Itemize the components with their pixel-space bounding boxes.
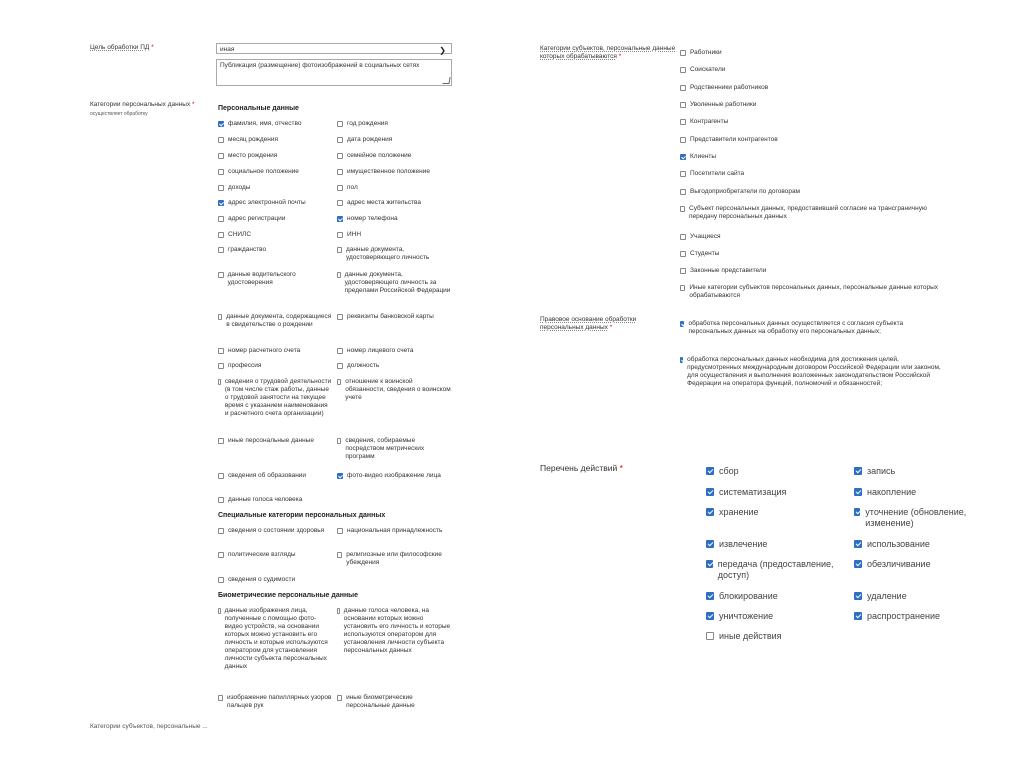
checkbox[interactable] [218, 379, 221, 385]
actions-required-mark: * [619, 463, 623, 473]
personal-item-label: социальное положение [228, 168, 299, 175]
purpose-description-text: Публикация (размещение) фотоизображений в социальных сетях [220, 62, 420, 69]
checkbox[interactable] [218, 121, 224, 127]
personal-item-3[interactable] [337, 136, 451, 144]
action-item-10[interactable] [706, 591, 836, 602]
personal-item-label: адрес электронной почты [228, 199, 306, 206]
personal-item-26[interactable] [218, 378, 332, 418]
checkbox[interactable] [854, 592, 862, 600]
checkbox[interactable] [337, 272, 341, 278]
personal-item-label: данные голоса человека [228, 496, 303, 503]
checkbox[interactable] [854, 508, 860, 516]
action-item-label: запись [867, 466, 896, 476]
subject-item-label: Уволенные работники [690, 101, 757, 108]
subject-item-3[interactable] [680, 101, 942, 109]
purpose-label-text: Цель обработки ПД [90, 44, 150, 51]
subjects-label-cutoff: Категории субъектов, персональные ... [90, 723, 208, 730]
pd-categories-sublabel: осуществляет обработку [90, 111, 148, 117]
personal-item-label: данные документа, удостоверяющего личность за пределами Российской Федерации [344, 271, 451, 294]
subject-item-label: Иные категории субъектов персональных данных, персональные данные которых обрабатываются [689, 284, 939, 299]
biometric-item-2[interactable] [218, 694, 332, 710]
subject-item-label: Представители контрагентов [690, 136, 778, 143]
checkbox[interactable] [337, 247, 342, 253]
personal-item-label: данные документа, удостоверяющего личность [345, 246, 430, 261]
checkbox[interactable] [680, 189, 686, 195]
subjects-label-text: Категории субъектов, персональные данные которых обрабатываются [540, 45, 676, 60]
subject-item-label: Студенты [690, 250, 720, 257]
subject-item-0[interactable] [680, 49, 942, 57]
checkbox[interactable] [337, 695, 342, 701]
checkbox[interactable] [218, 200, 224, 206]
checkbox[interactable] [706, 540, 714, 548]
biometric-heading: Биометрические персональные данные [218, 592, 359, 599]
subject-item-6[interactable] [680, 153, 942, 161]
special-item-label: сведения о судимости [228, 576, 296, 583]
action-item-label: обезличивание [867, 559, 931, 569]
personal-item-32[interactable] [218, 496, 332, 504]
subject-item-label: Работники [690, 49, 722, 56]
purpose-label [90, 44, 154, 52]
subjects-label [540, 45, 676, 61]
biometric-item-label: данные голоса человека, на основании которых можно установить его личность и которые используются оператором для установления личности субъекта персональных данных [343, 607, 451, 654]
special-item-4[interactable] [218, 576, 332, 584]
action-item-label: передача (предоставление, доступ) [717, 559, 834, 580]
action-item-1[interactable] [854, 466, 974, 477]
subject-item-8[interactable] [680, 188, 942, 196]
personal-item-24[interactable] [218, 362, 332, 370]
subject-item-11[interactable] [680, 250, 942, 258]
pd-categories-label [90, 101, 214, 109]
personal-item-label: семейное положение [347, 152, 412, 159]
action-item-label: использование [867, 539, 930, 549]
personal-item-18[interactable] [218, 271, 332, 287]
personal-item-4[interactable] [218, 152, 332, 160]
personal-item-label: адрес регистрации [228, 215, 286, 222]
checkbox[interactable] [680, 154, 686, 160]
checkbox[interactable] [680, 268, 686, 274]
personal-item-label: иные персональные данные [228, 437, 314, 444]
actions-label [540, 463, 623, 473]
personal-item-6[interactable] [218, 168, 332, 176]
action-item-label: извлечение [719, 539, 768, 549]
subject-item-12[interactable] [680, 267, 942, 275]
checkbox[interactable] [218, 137, 224, 143]
action-item-5[interactable] [854, 507, 974, 529]
checkbox[interactable] [337, 153, 343, 159]
checkbox[interactable] [218, 695, 223, 701]
subject-item-10[interactable] [680, 233, 942, 241]
special-item-3[interactable] [337, 551, 451, 567]
personal-item-29[interactable] [337, 437, 451, 461]
action-item-13[interactable] [854, 611, 974, 622]
personal-item-14[interactable] [218, 231, 332, 239]
checkbox[interactable] [218, 169, 224, 175]
personal-item-0[interactable] [218, 120, 332, 128]
checkbox[interactable] [680, 67, 686, 73]
checkbox[interactable] [706, 632, 714, 640]
checkbox[interactable] [680, 357, 683, 363]
subject-item-label: Учащиеся [690, 233, 721, 240]
subject-item-9[interactable] [680, 205, 942, 221]
checkbox[interactable] [680, 321, 684, 327]
subject-item-1[interactable] [680, 66, 942, 74]
checkbox[interactable] [337, 200, 343, 206]
personal-item-label: данные документа, содержащиеся в свидетельстве о рождении [226, 313, 332, 328]
checkbox[interactable] [337, 363, 343, 369]
checkbox[interactable] [337, 185, 343, 191]
personal-item-label: отношение к воинской обязанности, сведения о воинском учете [345, 378, 451, 401]
personal-item-label: реквизиты банковской карты [347, 313, 434, 320]
action-item-8[interactable] [706, 559, 836, 581]
pd-categories-required-mark: * [192, 101, 195, 108]
biometric-item-label: изображение папиллярных узоров пальцев рук [226, 694, 332, 709]
personal-item-label: год рождения [347, 120, 388, 127]
checkbox[interactable] [218, 348, 224, 354]
personal-item-11[interactable] [337, 199, 451, 207]
checkbox[interactable] [680, 85, 686, 91]
subject-item-label: Контрагенты [690, 118, 729, 125]
checkbox[interactable] [337, 348, 343, 354]
subject-item-13[interactable] [680, 284, 942, 300]
personal-item-label: пол [347, 184, 358, 191]
personal-item-30[interactable] [218, 472, 332, 480]
personal-item-7[interactable] [337, 168, 451, 176]
subject-item-label: Выгодоприобретатели по договорам [690, 188, 801, 195]
personal-item-label: имущественное положение [347, 168, 430, 175]
personal-item-15[interactable] [337, 231, 451, 239]
legal-item-label: обработка персональных данных необходима для достижения целей, предусмотренных международным договором Российской Федерации или законом, для осуществления и выполнения возложенных законодательством Российской Федерации на оператора функций, полномочий и обязанностей; [687, 356, 941, 387]
chevron-down-icon: ❯ [439, 46, 446, 55]
action-item-11[interactable] [854, 591, 974, 602]
personal-item-1[interactable] [337, 120, 451, 128]
personal-item-21[interactable] [337, 313, 451, 321]
special-categories-heading: Специальные категории персональных данных [218, 512, 386, 519]
subject-item-7[interactable] [680, 170, 942, 178]
checkbox[interactable] [680, 285, 685, 291]
checkbox[interactable] [706, 560, 713, 568]
personal-item-5[interactable] [337, 152, 451, 160]
action-item-label: удаление [867, 591, 907, 601]
action-item-label: систематизация [719, 487, 787, 497]
personal-item-label: доходы [228, 184, 251, 191]
personal-item-label: номер расчетного счета [228, 347, 301, 354]
personal-item-label: место рождения [228, 152, 278, 159]
action-item-label: блокирование [719, 591, 778, 601]
personal-item-13[interactable] [337, 215, 451, 223]
special-item-2[interactable] [218, 551, 332, 559]
checkbox[interactable] [337, 608, 340, 614]
personal-item-label: сведения об образовании [228, 472, 307, 479]
subject-item-label: Посетители сайта [690, 170, 745, 177]
checkbox[interactable] [218, 272, 224, 278]
checkbox[interactable] [337, 121, 343, 127]
personal-item-9[interactable] [337, 184, 451, 192]
checkbox[interactable] [854, 560, 862, 568]
checkbox[interactable] [218, 363, 224, 369]
checkbox[interactable] [706, 612, 714, 620]
personal-item-20[interactable] [218, 313, 332, 329]
checkbox[interactable] [706, 592, 714, 600]
personal-item-label: номер лицевого счета [347, 347, 414, 354]
checkbox[interactable] [680, 171, 686, 177]
action-item-label: накопление [867, 487, 917, 497]
personal-item-17[interactable] [337, 246, 451, 262]
checkbox[interactable] [706, 467, 714, 475]
subject-item-label: Законные представители [690, 267, 767, 274]
action-item-6[interactable] [706, 539, 836, 550]
personal-item-label: фото-видео изображение лица [347, 472, 441, 479]
action-item-0[interactable] [706, 466, 836, 477]
personal-item-12[interactable] [218, 215, 332, 223]
personal-item-label: профессия [228, 362, 262, 369]
personal-item-31[interactable] [337, 472, 451, 480]
purpose-select[interactable] [216, 43, 452, 54]
checkbox[interactable] [337, 438, 341, 444]
legal-required-mark: * [609, 324, 613, 331]
action-item-9[interactable] [854, 559, 974, 570]
personal-item-label: СНИЛС [228, 231, 252, 238]
action-item-label: иные действия [719, 631, 782, 641]
checkbox[interactable] [854, 467, 862, 475]
personal-item-19[interactable] [337, 271, 451, 295]
subject-item-5[interactable] [680, 136, 942, 144]
checkbox[interactable] [337, 473, 343, 479]
checkbox[interactable] [680, 50, 686, 56]
checkbox[interactable] [337, 314, 343, 320]
subject-item-2[interactable] [680, 84, 942, 92]
checkbox[interactable] [706, 488, 714, 496]
action-item-2[interactable] [706, 487, 836, 498]
personal-item-label: месяц рождения [228, 136, 279, 143]
special-item-1[interactable] [337, 527, 451, 535]
biometric-item-label: иные биометрические персональные данные [346, 694, 415, 709]
personal-item-label: номер телефона [347, 215, 398, 222]
action-item-12[interactable] [706, 611, 836, 622]
action-item-7[interactable] [854, 539, 974, 550]
checkbox[interactable] [218, 247, 224, 253]
checkbox[interactable] [680, 251, 686, 257]
checkbox[interactable] [337, 216, 343, 222]
personal-item-23[interactable] [337, 347, 451, 355]
biometric-item-0[interactable] [218, 607, 332, 671]
checkbox[interactable] [218, 528, 224, 534]
personal-item-label: ИНН [347, 231, 362, 238]
personal-data-heading: Персональные данные [218, 105, 299, 112]
personal-item-label: адрес места жительства [347, 199, 422, 206]
subject-item-label: Родственники работников [690, 84, 769, 91]
special-item-0[interactable] [218, 527, 332, 535]
checkbox[interactable] [337, 528, 343, 534]
personal-item-27[interactable] [337, 378, 451, 402]
personal-item-8[interactable] [218, 184, 332, 192]
personal-item-25[interactable] [337, 362, 451, 370]
resize-handle-icon[interactable] [442, 77, 450, 84]
special-item-label: национальная принадлежность [347, 527, 443, 534]
checkbox[interactable] [218, 185, 224, 191]
checkbox[interactable] [680, 102, 686, 108]
checkbox[interactable] [680, 137, 686, 143]
biometric-item-3[interactable] [337, 694, 451, 710]
checkbox[interactable] [218, 552, 224, 558]
checkbox[interactable] [218, 216, 224, 222]
checkbox[interactable] [854, 488, 862, 496]
checkbox[interactable] [337, 552, 342, 558]
checkbox[interactable] [218, 577, 224, 583]
legal-item-1[interactable] [680, 356, 942, 388]
pd-categories-label-text: Категории персональных данных [90, 101, 191, 108]
subject-item-label: Клиенты [690, 153, 717, 160]
action-item-label: сбор [719, 466, 739, 476]
checkbox[interactable] [218, 497, 224, 503]
checkbox[interactable] [337, 232, 343, 238]
subject-item-label: Соискатели [690, 66, 726, 73]
personal-item-label: фамилия, имя, отчество [228, 120, 302, 127]
purpose-select-value: иная [220, 46, 235, 53]
personal-item-2[interactable] [218, 136, 332, 144]
biometric-item-label: данные изображения лица, полученные с помощью фото-видео устройств, на основании которых можно установить его личность и которые используются оператором для установления личности субъекта персональных данных [224, 607, 328, 670]
checkbox[interactable] [218, 314, 222, 320]
legal-item-0[interactable] [680, 320, 942, 336]
checkbox[interactable] [218, 473, 224, 479]
legal-label-text: Правовое основание обработки персональных данных [540, 316, 637, 331]
checkbox[interactable] [854, 540, 862, 548]
checkbox[interactable] [337, 137, 343, 143]
special-item-label: религиозные или философские убеждения [346, 551, 442, 566]
action-item-14[interactable] [706, 631, 836, 642]
subject-item-label: Субъект персональных данных, предоставивший согласие на трансграничную передачу персональных данных [689, 205, 927, 220]
personal-item-label: данные водительского удостоверения [227, 271, 296, 286]
checkbox[interactable] [854, 612, 862, 620]
action-item-4[interactable] [706, 507, 836, 518]
biometric-item-1[interactable] [337, 607, 451, 655]
checkbox[interactable] [218, 438, 224, 444]
action-item-label: уточнение (обновление, изменение) [865, 507, 967, 528]
personal-item-label: сведения, собираемые посредством метрических программ [345, 437, 425, 460]
personal-item-22[interactable] [218, 347, 332, 355]
personal-item-label: дата рождения [347, 136, 393, 143]
checkbox[interactable] [218, 608, 221, 614]
checkbox[interactable] [337, 169, 343, 175]
action-item-label: распространение [867, 611, 941, 621]
special-item-label: сведения о состоянии здоровья [228, 527, 325, 534]
checkbox[interactable] [680, 206, 685, 212]
action-item-3[interactable] [854, 487, 974, 498]
personal-item-16[interactable] [218, 246, 332, 254]
checkbox[interactable] [218, 153, 224, 159]
action-item-label: уничтожение [719, 611, 774, 621]
personal-item-28[interactable] [218, 437, 332, 445]
personal-item-10[interactable] [218, 199, 332, 207]
purpose-description-textarea[interactable] [216, 59, 452, 86]
checkbox[interactable] [706, 508, 714, 516]
legal-label [540, 316, 676, 332]
checkbox[interactable] [337, 379, 341, 385]
personal-item-label: должность [347, 362, 380, 369]
purpose-required-mark: * [151, 44, 154, 51]
special-item-label: политические взгляды [228, 551, 296, 558]
personal-item-label: гражданство [228, 246, 267, 253]
legal-item-label: обработка персональных данных осуществляется с согласия субъекта персональных данных на обработку его персональных данных; [688, 320, 904, 335]
checkbox[interactable] [680, 234, 686, 240]
actions-label-text: Перечень действий [540, 463, 618, 473]
checkbox[interactable] [218, 232, 224, 238]
checkbox[interactable] [680, 119, 686, 125]
personal-item-label: сведения о трудовой деятельности (в том числе стаж работы, данные о трудовой занятости на текущее время с указанием наименования и расчетного счета организации) [224, 378, 332, 417]
subjects-required-mark: * [618, 53, 622, 60]
subject-item-4[interactable] [680, 118, 942, 126]
action-item-label: хранение [719, 507, 759, 517]
